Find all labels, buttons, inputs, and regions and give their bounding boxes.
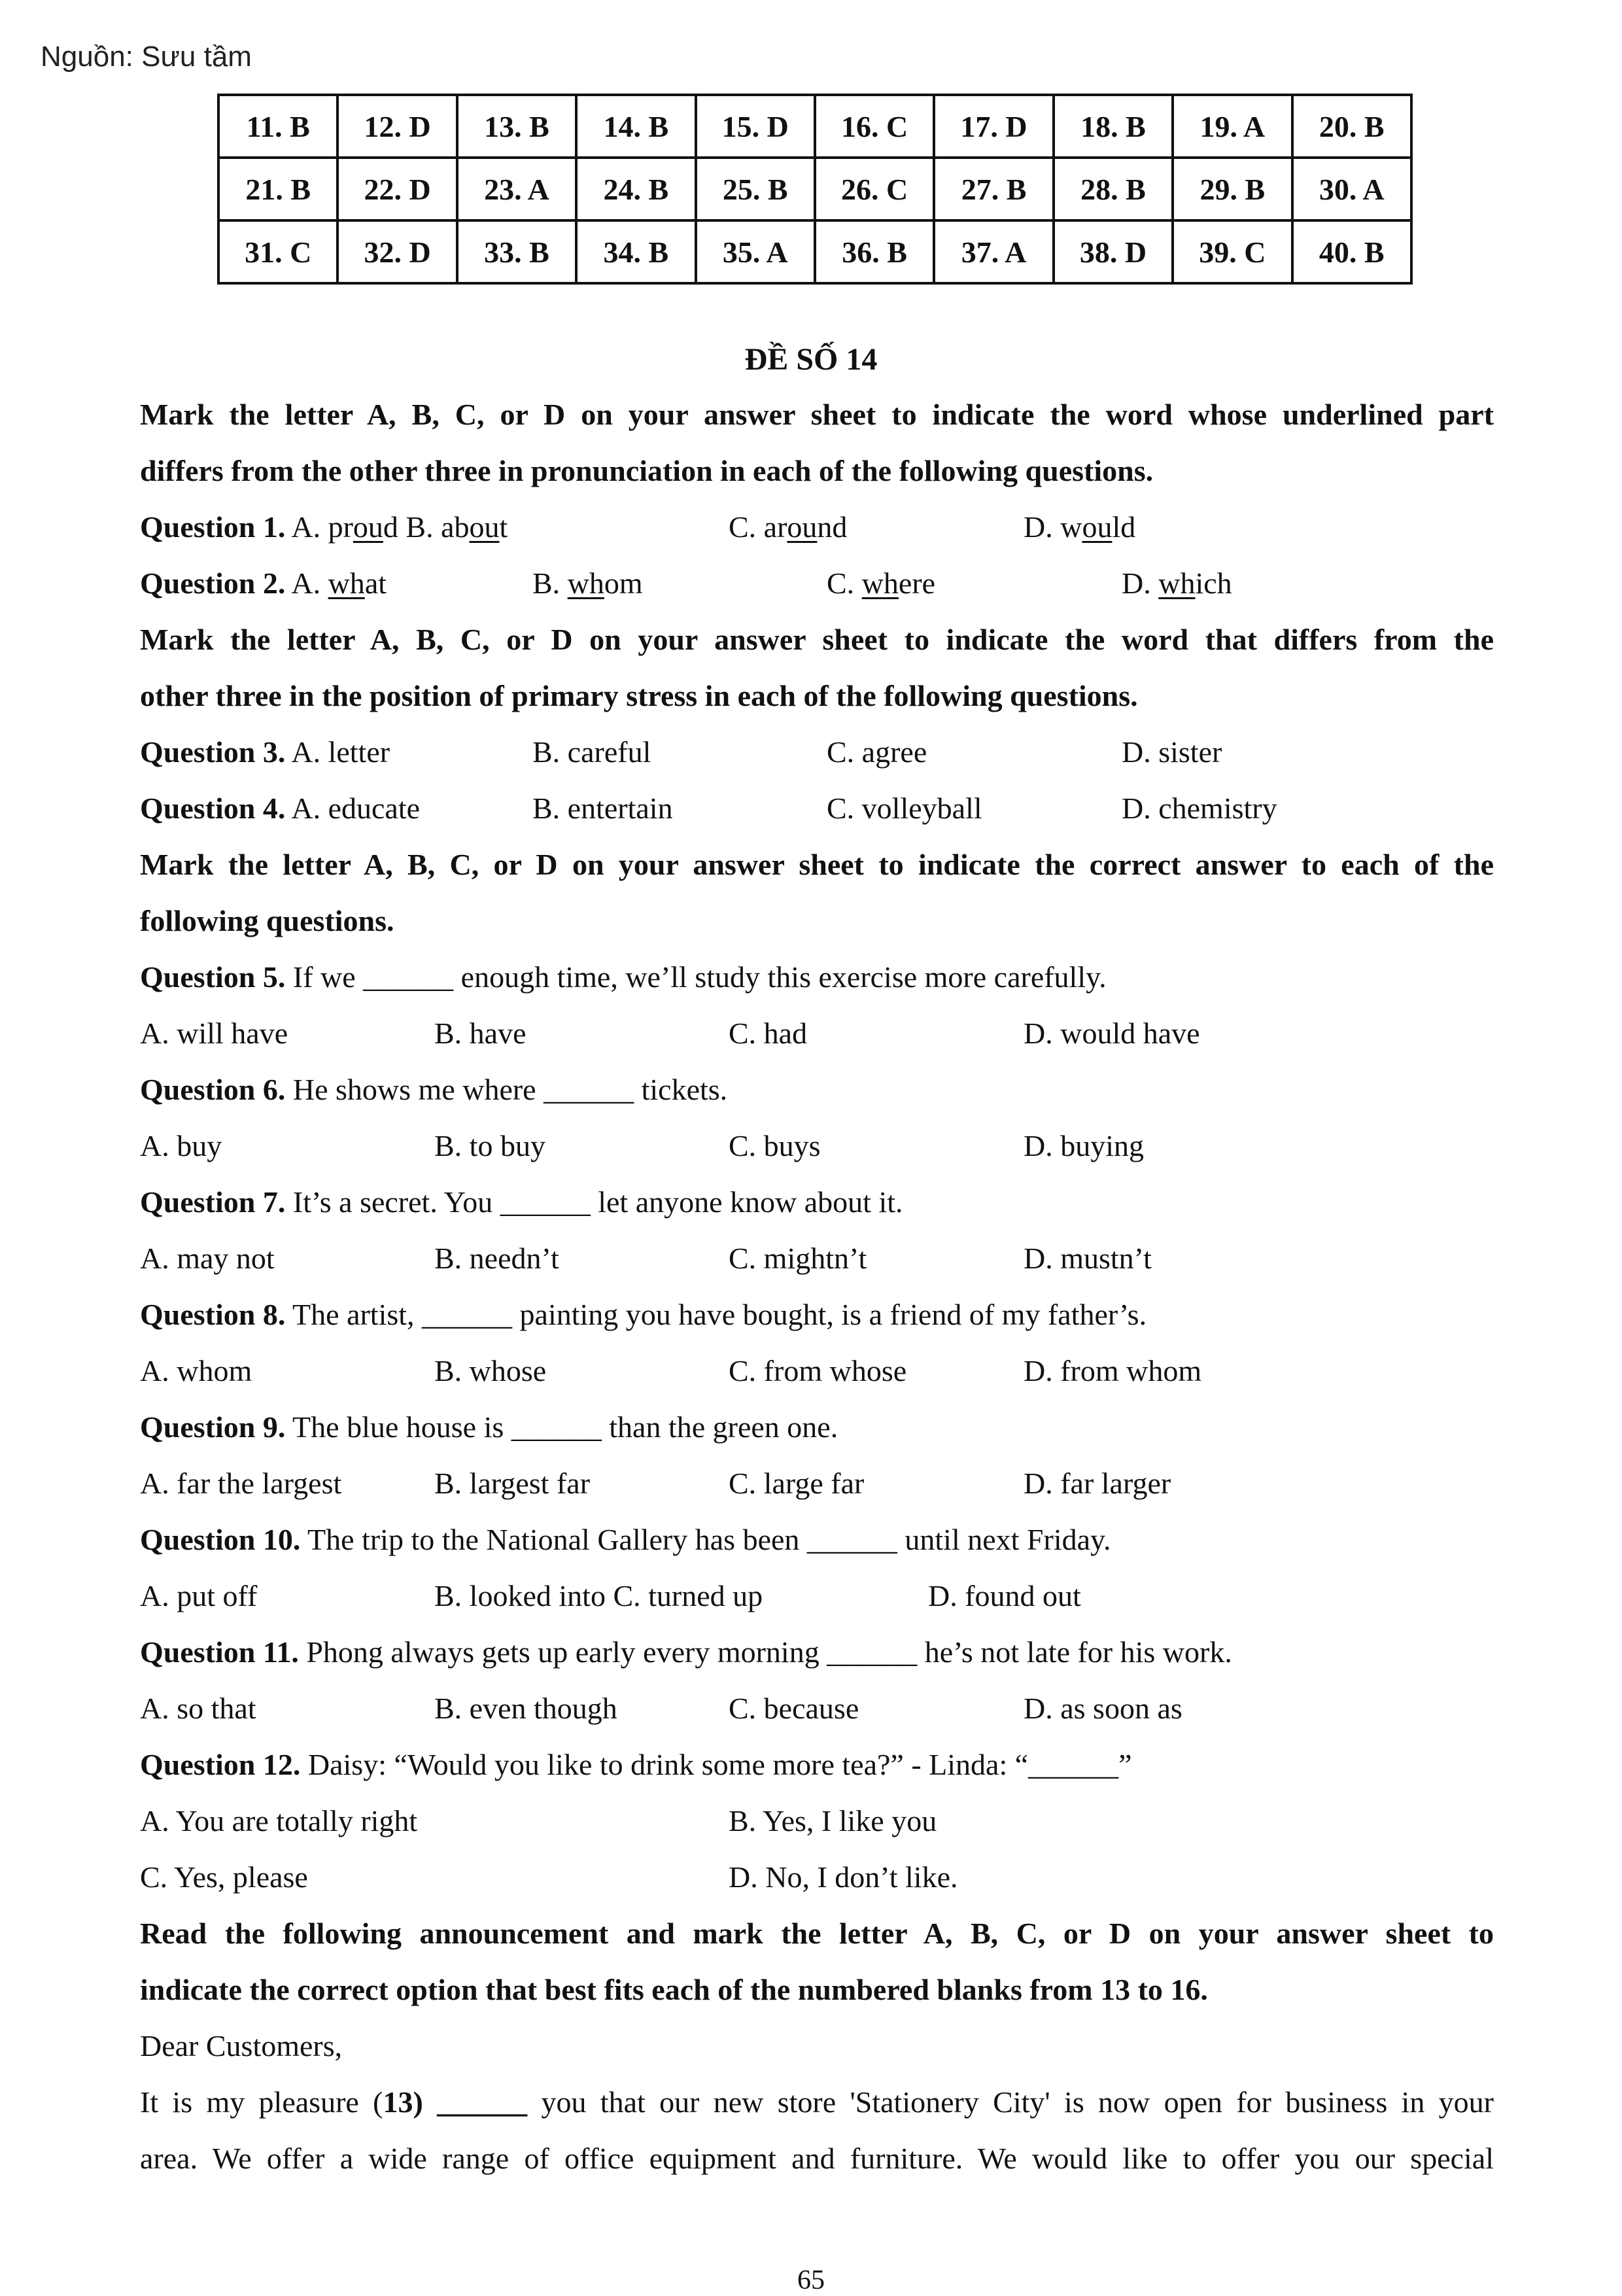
option-d: D. mustn’t — [1024, 1242, 1152, 1275]
question-1 — [140, 508, 1494, 547]
option-b: B. entertain — [532, 791, 673, 825]
option-c: C. buys — [729, 1129, 821, 1162]
option-b-c: B. looked into C. turned up — [434, 1579, 763, 1612]
option-c: C. where — [827, 566, 936, 600]
instruction-cloze-line-1: Read the following announcement and mark the letter A, B, C, or D on your answer sheet to — [140, 1917, 1494, 1950]
question-5-options — [140, 1014, 1494, 1053]
option-c: C. volleyball — [827, 791, 982, 825]
instruction-correct-answer-line-2: following questions. — [140, 904, 394, 937]
blank-number: 13 — [383, 2085, 413, 2119]
passage-greeting: Dear Customers, — [140, 2029, 343, 2062]
question-text: It’s a secret. You ______ let anyone know about it. — [292, 1185, 903, 1219]
question-label: Question 2. — [140, 566, 286, 600]
question-6-options — [140, 1126, 1494, 1166]
option-a: A. far the largest — [140, 1467, 342, 1500]
answer-cell: 40. B — [1292, 220, 1411, 283]
option-b: B. whom — [532, 566, 643, 600]
option-b: B. careful — [532, 735, 651, 769]
option-b: B. whose — [434, 1354, 547, 1387]
question-label: Question 3. — [140, 735, 286, 769]
answer-cell: 37. A — [934, 220, 1053, 283]
option-d: D. which — [1122, 566, 1232, 600]
instruction-stress-line-2: other three in the position of primary stress in each of the following questions. — [140, 679, 1138, 712]
question-label: Question 6. — [140, 1073, 286, 1106]
question-text: Phong always gets up early every morning ______ he’s not late for his work. — [306, 1635, 1232, 1669]
question-12-options-row-2 — [140, 1858, 1494, 1897]
option-b: B. have — [434, 1017, 526, 1050]
option-a: A. will have — [140, 1017, 288, 1050]
question-label: Question 5. — [140, 960, 286, 994]
answer-cell: 34. B — [576, 220, 695, 283]
answer-cell: 26. C — [815, 158, 934, 220]
answer-cell: 24. B — [576, 158, 695, 220]
answer-cell: 18. B — [1054, 95, 1173, 158]
question-2 — [140, 564, 1494, 603]
question-12-options-row-1 — [140, 1801, 1494, 1841]
answer-cell: 15. D — [696, 95, 815, 158]
option-a: A. may not — [140, 1242, 275, 1275]
answer-row — [218, 158, 1411, 220]
option-a: A. what — [291, 566, 387, 600]
question-text: The blue house is ______ than the green one. — [292, 1410, 838, 1444]
answer-cell: 11. B — [218, 95, 337, 158]
answer-cell: 33. B — [457, 220, 576, 283]
answer-key-table — [217, 94, 1413, 285]
question-7-stem — [140, 1183, 1494, 1222]
option-b: B. even though — [434, 1692, 617, 1725]
question-text: He shows me where ______ tickets. — [292, 1073, 728, 1106]
option-a: A. letter — [291, 735, 390, 769]
answer-cell: 20. B — [1292, 95, 1411, 158]
instruction-pronunciation-line-1: Mark the letter A, B, C, or D on your answer sheet to indicate the word whose underlined part — [140, 398, 1494, 431]
answer-cell: 21. B — [218, 158, 337, 220]
option-c: C. had — [729, 1017, 808, 1050]
option-d: D. chemistry — [1122, 791, 1277, 825]
answer-cell: 39. C — [1173, 220, 1292, 283]
question-4 — [140, 789, 1494, 828]
test-title: ĐỀ SỐ 14 — [744, 342, 878, 377]
question-3 — [140, 733, 1494, 772]
option-a: A. so that — [140, 1692, 256, 1725]
question-9-stem — [140, 1408, 1494, 1447]
question-12-stem — [140, 1745, 1494, 1784]
option-b: B. largest far — [434, 1467, 591, 1500]
option-a: A. educate — [291, 791, 421, 825]
passage-line-1: It is my pleasure (13) ______ you that our new store 'Stationery City' is now open for business in your — [140, 2085, 1494, 2119]
question-label: Question 8. — [140, 1298, 286, 1331]
question-7-options — [140, 1239, 1494, 1278]
question-11-options — [140, 1689, 1494, 1728]
answer-cell: 23. A — [457, 158, 576, 220]
option-a: A. whom — [140, 1354, 252, 1387]
question-label: Question 9. — [140, 1410, 286, 1444]
answer-cell: 25. B — [696, 158, 815, 220]
option-b: B. Yes, I like you — [729, 1804, 937, 1837]
answer-cell: 22. D — [337, 158, 457, 220]
option-c: C. around — [729, 510, 848, 544]
option-c: C. because — [729, 1692, 859, 1725]
option-d: D. would have — [1024, 1017, 1200, 1050]
question-label: Question 12. — [140, 1748, 301, 1781]
passage-line-2: area. We offer a wide range of office equipment and furniture. We would like to offer you our special — [140, 2142, 1494, 2175]
answer-cell: 17. D — [934, 95, 1053, 158]
option-d: D. No, I don’t like. — [729, 1860, 958, 1894]
question-9-options — [140, 1464, 1494, 1503]
option-a: A. proud B. about — [291, 510, 508, 544]
question-text: The artist, ______ painting you have bought, is a friend of my father’s. — [292, 1298, 1147, 1331]
answer-cell: 38. D — [1054, 220, 1173, 283]
question-label: Question 1. — [140, 510, 286, 544]
source-note: Nguồn: Sưu tầm — [41, 41, 252, 73]
option-c: C. large far — [729, 1467, 865, 1500]
answer-cell: 14. B — [576, 95, 695, 158]
instruction-stress-line-1: Mark the letter A, B, C, or D on your answer sheet to indicate the word that differs from the — [140, 623, 1494, 656]
question-5-stem — [140, 958, 1494, 997]
option-d: D. sister — [1122, 735, 1222, 769]
instruction-cloze-line-2: indicate the correct option that best fits each of the numbered blanks from 13 to 16. — [140, 1973, 1208, 2006]
question-8-options — [140, 1351, 1494, 1391]
answer-row — [218, 220, 1411, 283]
question-10-stem — [140, 1520, 1494, 1559]
question-label: Question 11. — [140, 1635, 299, 1669]
answer-row — [218, 95, 1411, 158]
question-text: Daisy: “Would you like to drink some more tea?” - Linda: “______” — [307, 1748, 1132, 1781]
answer-cell: 29. B — [1173, 158, 1292, 220]
option-c: C. from whose — [729, 1354, 907, 1387]
answer-cell: 32. D — [337, 220, 457, 283]
question-label: Question 4. — [140, 791, 286, 825]
answer-cell: 35. A — [696, 220, 815, 283]
answer-cell: 27. B — [934, 158, 1053, 220]
answer-cell: 30. A — [1292, 158, 1411, 220]
question-text: If we ______ enough time, we’ll study this exercise more carefully. — [292, 960, 1107, 994]
option-d: D. would — [1024, 510, 1136, 544]
option-a: A. put off — [140, 1579, 258, 1612]
option-d: D. buying — [1024, 1129, 1144, 1162]
answer-cell: 19. A — [1173, 95, 1292, 158]
option-d: D. as soon as — [1024, 1692, 1182, 1725]
question-label: Question 7. — [140, 1185, 286, 1219]
page-number: 65 — [797, 2265, 825, 2295]
question-11-stem — [140, 1633, 1494, 1672]
question-6-stem — [140, 1070, 1494, 1109]
option-c: C. mightn’t — [729, 1242, 867, 1275]
answer-cell: 16. C — [815, 95, 934, 158]
instruction-pronunciation-line-2: differs from the other three in pronunciation in each of the following questions. — [140, 454, 1154, 487]
option-b: B. to buy — [434, 1129, 545, 1162]
answer-cell: 36. B — [815, 220, 934, 283]
option-a: A. buy — [140, 1129, 222, 1162]
question-label: Question 10. — [140, 1523, 301, 1556]
answer-cell: 12. D — [337, 95, 457, 158]
question-10-options — [140, 1576, 1494, 1616]
option-a: A. You are totally right — [140, 1804, 418, 1837]
answer-cell: 13. B — [457, 95, 576, 158]
option-c: C. Yes, please — [140, 1860, 308, 1894]
instruction-correct-answer-line-1: Mark the letter A, B, C, or D on your answer sheet to indicate the correct answer to each of the — [140, 848, 1494, 881]
question-text: The trip to the National Gallery has been ______ until next Friday. — [307, 1523, 1111, 1556]
option-d: D. from whom — [1024, 1354, 1202, 1387]
option-b: B. needn’t — [434, 1242, 559, 1275]
answer-cell: 28. B — [1054, 158, 1173, 220]
option-c: C. agree — [827, 735, 927, 769]
answer-cell: 31. C — [218, 220, 337, 283]
option-d: D. far larger — [1024, 1467, 1171, 1500]
option-d: D. found out — [928, 1579, 1081, 1612]
question-8-stem — [140, 1295, 1494, 1334]
